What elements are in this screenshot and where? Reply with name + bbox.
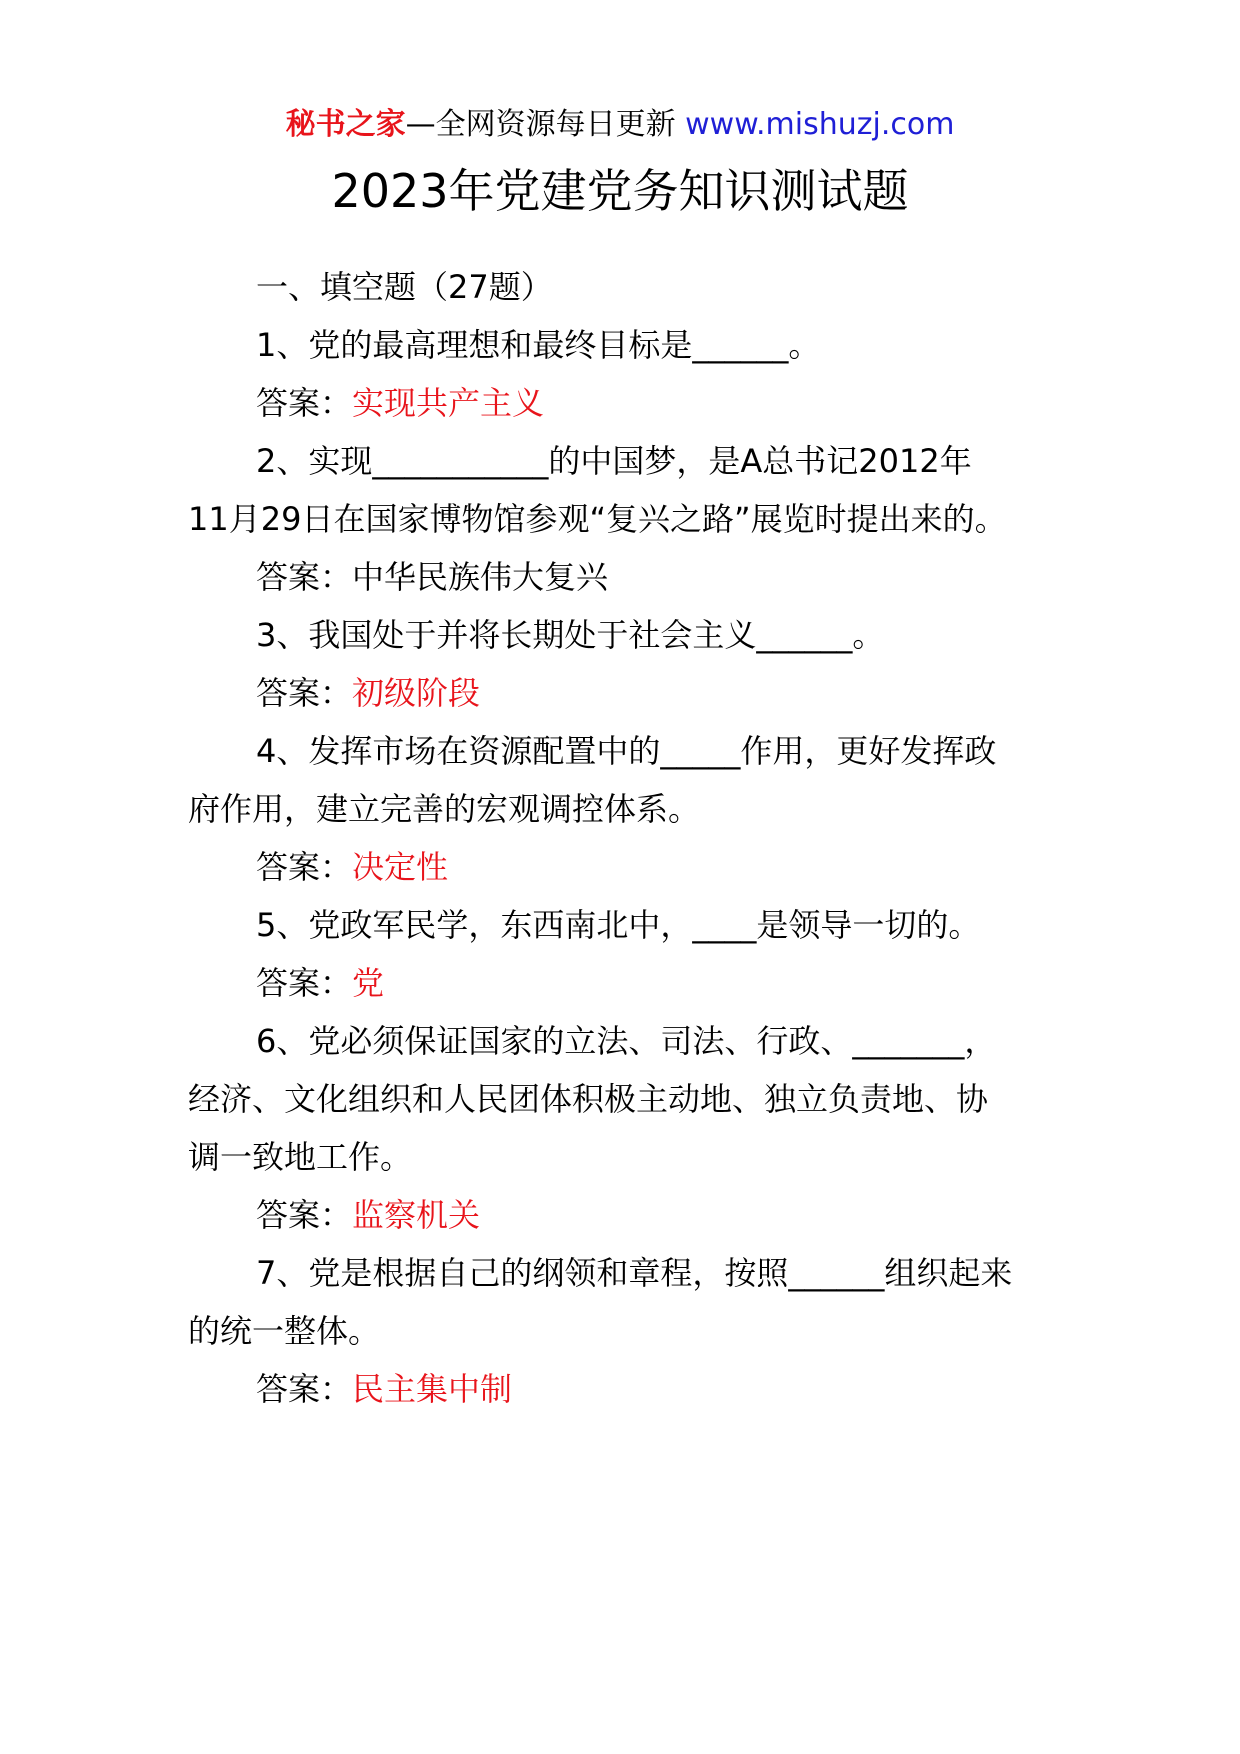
answer-text: 中华民族伟大复兴 (352, 558, 609, 596)
answer-2 (188, 545, 1136, 610)
answer-text: 决定性 (352, 848, 449, 886)
answer-3 (188, 661, 1136, 726)
question-6-continued-2: 调一致地工作。 (188, 1138, 413, 1176)
tagline: —全网资源每日更新 (405, 107, 676, 142)
question-4: 4、发挥市场在资源配置中的_____作用，更好发挥政 (256, 732, 997, 770)
question-5: 5、党政军民学，东西南北中，____是领导一切的。 (256, 906, 981, 944)
question-2: 2、实现___________的中国梦，是A总书记2012年 (256, 442, 972, 480)
question-2-continued: 11月29日在国家博物馆参观“复兴之路”展览时提出来的。 (188, 500, 1007, 538)
answer-label: 答案： (256, 674, 353, 712)
question-6-continued: 经济、文化组织和人民团体积极主动地、独立负责地、协 (188, 1080, 989, 1118)
answer-6 (188, 1183, 1136, 1248)
site-url-link[interactable]: www.mishuzj.com (685, 107, 955, 142)
answer-5 (188, 951, 1136, 1016)
answer-1 (188, 371, 1136, 436)
question-7: 7、党是根据自己的纲领和章程，按照______组织起来 (256, 1254, 1013, 1292)
answer-text: 初级阶段 (352, 674, 481, 712)
answer-text: 民主集中制 (352, 1370, 513, 1408)
answer-text: 实现共产主义 (352, 384, 545, 422)
question-3: 3、我国处于并将长期处于社会主义______。 (256, 616, 885, 654)
answer-label: 答案： (256, 1196, 353, 1234)
brand-name: 秘书之家 (285, 107, 406, 142)
question-7-continued: 的统一整体。 (188, 1312, 381, 1350)
answer-text: 监察机关 (352, 1196, 481, 1234)
question-1: 1、党的最高理想和最终目标是______。 (256, 326, 821, 364)
answer-7 (188, 1357, 1136, 1422)
question-4-continued: 府作用，建立完善的宏观调控体系。 (188, 790, 701, 828)
question-6: 6、党必须保证国家的立法、司法、行政、_______， (256, 1022, 997, 1060)
section-heading: 一、填空题（27题） (256, 268, 553, 306)
site-header (0, 103, 1240, 147)
answer-label: 答案： (256, 848, 353, 886)
answer-label: 答案： (256, 1370, 353, 1408)
answer-4 (188, 835, 1136, 900)
answer-text: 党 (352, 964, 385, 1002)
answer-label: 答案： (256, 964, 353, 1002)
answer-label: 答案： (256, 384, 353, 422)
page-title: 2023年党建党务知识测试题 (331, 164, 909, 218)
answer-label: 答案： (256, 558, 353, 596)
